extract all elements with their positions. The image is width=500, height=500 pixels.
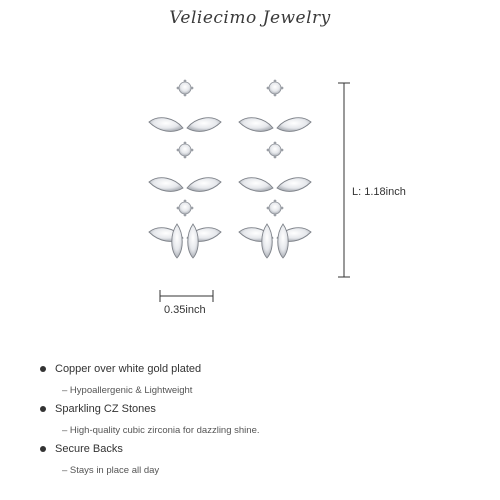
- length-label: L: 1.18inch: [352, 186, 406, 198]
- width-label: 0.35inch: [164, 304, 206, 316]
- feature-item: [40, 441, 480, 479]
- feature-title: Sparkling CZ Stones: [55, 403, 156, 415]
- feature-detail: – High-quality cubic zirconia for dazzling shine.: [62, 425, 260, 436]
- feature-list: [40, 361, 480, 481]
- bullet-icon: [40, 446, 46, 452]
- bullet-icon: [40, 366, 46, 372]
- feature-item: [40, 361, 480, 399]
- feature-detail: – Hypoallergenic & Lightweight: [62, 385, 193, 396]
- feature-title: Secure Backs: [55, 443, 123, 455]
- left-earring: [149, 80, 221, 258]
- feature-detail: – Stays in place all day: [62, 465, 160, 476]
- right-earring: [239, 80, 311, 258]
- feature-item: [40, 401, 480, 439]
- bullet-icon: [40, 406, 46, 412]
- feature-title: Copper over white gold plated: [55, 363, 202, 375]
- length-dimension-line: [338, 83, 350, 277]
- brand-logo: Veliecimo Jewelry: [169, 8, 331, 28]
- width-dimension-line: [160, 290, 213, 302]
